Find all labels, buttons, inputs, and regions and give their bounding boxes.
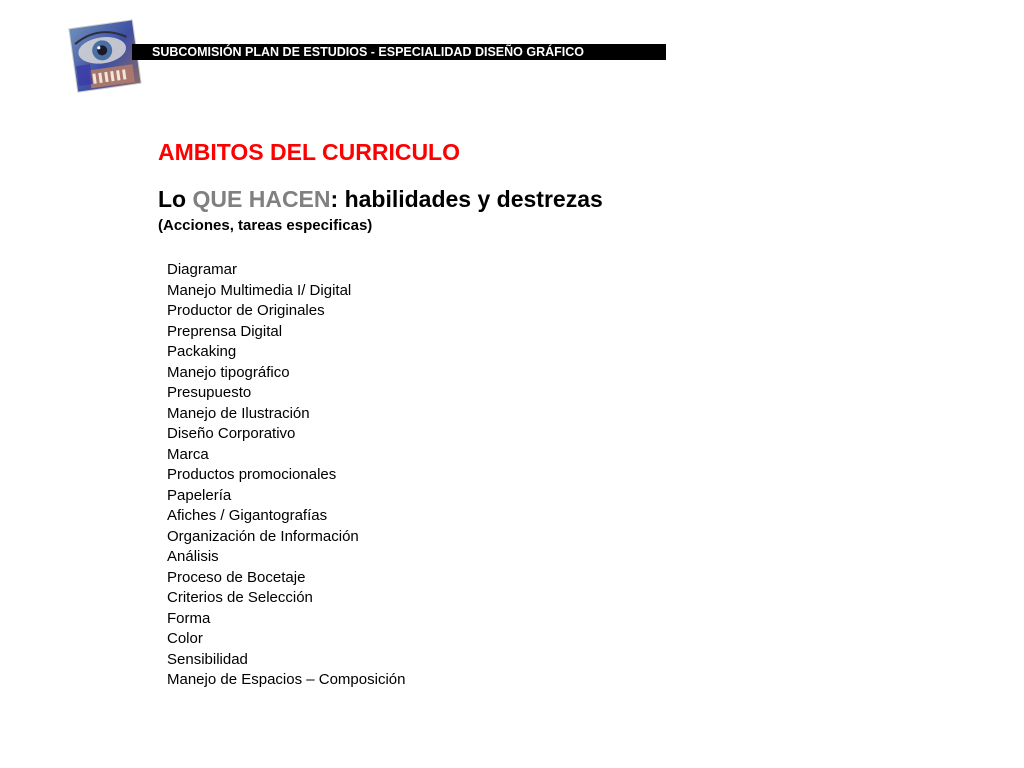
list-item: Preprensa Digital — [167, 322, 283, 340]
list-item: Productos promocionales — [167, 466, 337, 483]
list-item: Manejo Multimedia I/ Digital — [167, 281, 352, 299]
list-item: Manejo tipográfico — [167, 363, 290, 381]
list-item: Criterios de Selección — [167, 589, 313, 606]
list-item: Presupuesto — [167, 384, 252, 401]
list-item: Afiches / Gigantografías — [167, 507, 328, 524]
skill-list — [167, 260, 405, 691]
subtitle-highlight: QUE HACEN — [192, 186, 331, 212]
subtitle — [158, 186, 603, 213]
list-item: Diagramar — [167, 261, 238, 278]
header-banner-text: SUBCOMISIÓN PLAN DE ESTUDIOS - ESPECIALIDAD DISEÑO GRÁFICO — [152, 45, 584, 59]
list-item: Forma — [167, 609, 211, 627]
list-item: Sensibilidad — [167, 650, 248, 668]
list-item: Color — [167, 630, 203, 647]
list-item: Manejo de Espacios – Composición — [167, 671, 406, 688]
subtitle-prefix: Lo — [158, 186, 193, 212]
subtitle-suffix: : habilidades y destrezas — [330, 186, 603, 212]
list-item: Productor de Originales — [167, 302, 325, 319]
list-item: Packaking — [167, 343, 237, 360]
list-item: Papelería — [167, 486, 232, 504]
subtitle-note: (Acciones, tareas especificas) — [158, 217, 373, 234]
list-item: Proceso de Bocetaje — [167, 568, 306, 586]
section-title: AMBITOS DEL CURRICULO — [158, 139, 460, 165]
list-item: Manejo de Ilustración — [167, 404, 310, 422]
list-item: Diseño Corporativo — [167, 425, 296, 442]
list-item: Organización de Información — [167, 527, 359, 545]
list-item: Análisis — [167, 548, 219, 565]
list-item: Marca — [167, 445, 209, 463]
